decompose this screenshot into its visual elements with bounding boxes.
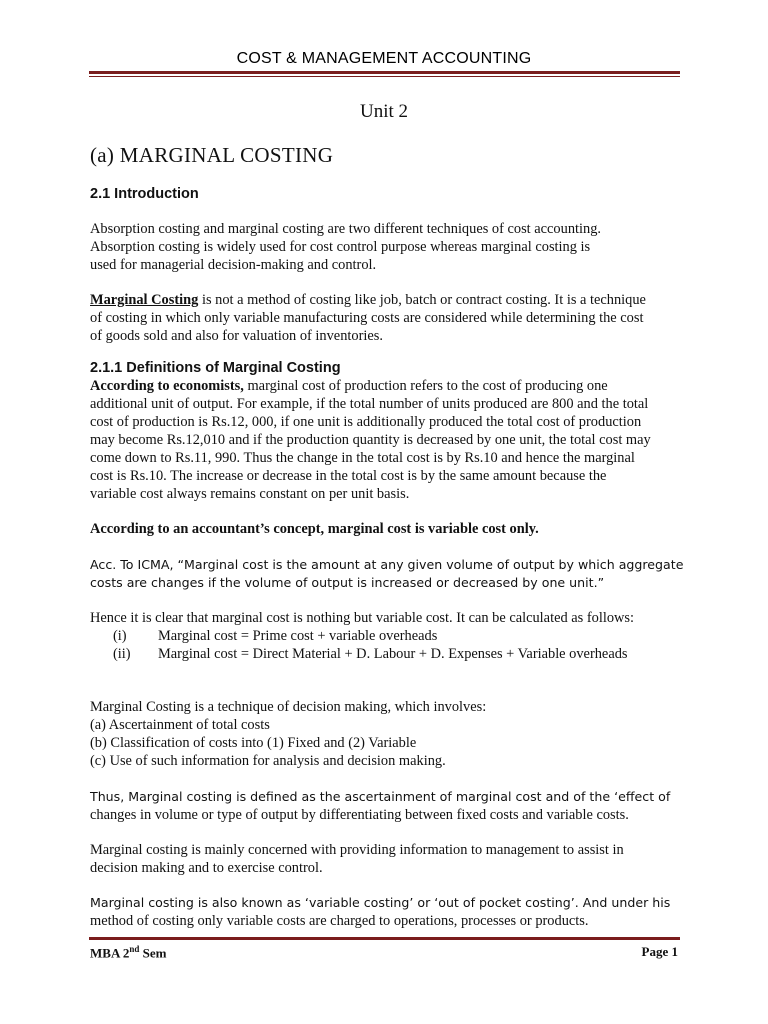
text-line: may become Rs.12,010 and if the production quantity is decreased by one unit, the total cost may bbox=[90, 432, 651, 448]
text-line: of costing in which only variable manufacturing costs are considered while determining the cost bbox=[90, 310, 644, 326]
running-header: COST & MANAGEMENT ACCOUNTING bbox=[236, 50, 532, 67]
text-line: used for managerial decision-making and control. bbox=[90, 257, 377, 273]
hence-sentence bbox=[90, 609, 690, 627]
text-line: (c) Use of such information for analysis and decision making. bbox=[90, 753, 446, 769]
header-rule-thin bbox=[89, 76, 680, 77]
footer-text: Sem bbox=[139, 945, 167, 961]
text-line: Thus, Marginal costing is defined as the ascertainment of marginal cost and of the ‘effect of bbox=[90, 789, 671, 804]
marginal-costing-term: Marginal Costing bbox=[90, 292, 199, 308]
icma-quote bbox=[90, 556, 690, 592]
text-line: Marginal Costing is a technique of decision making, which involves: bbox=[90, 699, 487, 715]
text-line: cost is Rs.10. The increase or decrease in the total cost is by the same amount because the bbox=[90, 468, 607, 484]
text-run: is not a method of costing like job, batch or contract costing. It is a technique bbox=[198, 292, 646, 308]
formula-text: Marginal cost = Prime cost + variable overheads bbox=[158, 628, 438, 644]
text-line bbox=[90, 291, 690, 309]
text-line: additional unit of output. For example, if the total number of units produced are 800 and the total bbox=[90, 396, 649, 412]
text-line: method of costing only variable costs are charged to operations, processes or products. bbox=[90, 913, 589, 929]
footer-text: MBA 2 bbox=[90, 945, 130, 961]
formula-text: Marginal cost = Direct Material + D. Labour + D. Expenses + Variable overheads bbox=[158, 646, 628, 662]
text-line: of goods sold and also for valuation of inventories. bbox=[90, 328, 383, 344]
text-line: Marginal costing is mainly concerned with providing information to management to assist in bbox=[90, 842, 624, 858]
accountant-statement bbox=[90, 520, 690, 538]
known-paragraph bbox=[90, 894, 690, 930]
text-line: (a) Ascertainment of total costs bbox=[90, 717, 270, 733]
text-line: decision making and to exercise control. bbox=[90, 860, 323, 876]
section-title: (a) MARGINAL COSTING bbox=[90, 143, 334, 167]
text-line: costs are changes if the volume of output is increased or decreased by one unit.” bbox=[90, 575, 605, 590]
unit-title: Unit 2 bbox=[359, 101, 409, 122]
text-line: (b) Classification of costs into (1) Fixed and (2) Variable bbox=[90, 735, 417, 751]
text-line: come down to Rs.11, 990. Thus the change in the total cost is by Rs.10 and hence the marginal bbox=[90, 450, 635, 466]
page-number: Page 1 bbox=[641, 944, 678, 959]
intro-paragraph-1 bbox=[90, 220, 690, 274]
text-line: Acc. To ICMA, “Marginal cost is the amount at any given volume of output by which aggregate bbox=[90, 557, 684, 572]
text-run: marginal cost of production refers to the cost of producing one bbox=[243, 378, 608, 394]
intro-heading: 2.1 Introduction bbox=[90, 186, 199, 202]
thus-paragraph bbox=[90, 788, 690, 824]
text-line bbox=[90, 377, 690, 395]
intro-paragraph-2 bbox=[90, 291, 690, 345]
text-line: Absorption costing is widely used for cost control purpose whereas marginal costing is bbox=[90, 239, 591, 255]
economists-lead: According to economists, bbox=[90, 378, 244, 394]
text-line: According to an accountant’s concept, marginal cost is variable cost only. bbox=[90, 521, 539, 537]
text-line: changes in volume or type of output by differentiating between fixed costs and variable costs. bbox=[90, 807, 629, 823]
footer-superscript: nd bbox=[129, 944, 140, 954]
economists-paragraph bbox=[90, 377, 690, 503]
text-line: variable cost always remains constant on per unit basis. bbox=[90, 486, 410, 502]
text-line: Marginal costing is also known as ‘variable costing’ or ‘out of pocket costing’. And under his bbox=[90, 895, 671, 910]
formula-number: (i) bbox=[113, 628, 127, 644]
concerned-paragraph bbox=[90, 841, 690, 877]
definitions-heading: 2.1.1 Definitions of Marginal Costing bbox=[90, 360, 341, 376]
header-rule-thick bbox=[89, 71, 680, 74]
footer-rule bbox=[89, 937, 680, 940]
technique-list bbox=[90, 698, 690, 770]
footer-course bbox=[90, 944, 166, 961]
text-line: Hence it is clear that marginal cost is nothing but variable cost. It can be calculated as follows: bbox=[90, 610, 635, 626]
formula-number: (ii) bbox=[113, 646, 131, 662]
text-line: cost of production is Rs.12, 000, if one unit is additionally produced the total cost of production bbox=[90, 414, 642, 430]
text-line: Absorption costing and marginal costing are two different techniques of cost accounting. bbox=[90, 221, 602, 237]
